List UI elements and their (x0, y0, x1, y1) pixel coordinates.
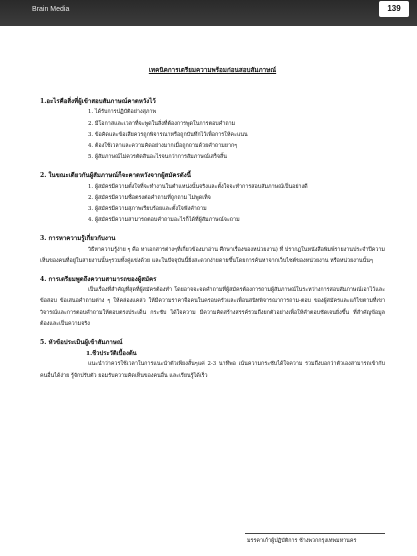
brand-label: Brain Media (32, 6, 70, 13)
paragraph: เป็นเรื่องที่สำคัญที่สุดที่ผู้สมัครต้องทำ โดยอาจจะจดคำถามที่ผู้สมัครต้องการถามผู้สัมภาษณ์ในระหว่างการสอบสัมภาษณ์เอาไว้และข้อสอบ ข้อเสนอคำถามต่าง ๆ ให้คล่องแคล่ว ให้มีความราคาจือคนในครอบครัวและเพื่อนสนิทพิจารณาการถาม-ตอบ ของผู้สมัครและแก้ไขตามที่เขาวิจารณ์และการตอบคำถามให้ตอบตรงประเด็น กระชับ ได้ใจความ มีความคิดสร้างสรรค์รวมถึงยกตัวอย่างเพื่อให้คำตอบชัดเจนยิ่งขึ้น ที่สำคัญข้อมูลต้องและเป็นความจริง (40, 287, 385, 327)
page-footer: มรรคาเก้าผู้ปฏิบัติการ ช้างพวกกรุงเทพมหานคร (247, 538, 357, 544)
list-item: 2. มีโอกาสและเวลาที่จะพูดในสิ่งที่ต้องการพูดในการตอบคำถาม (88, 120, 236, 127)
section-3 (40, 233, 385, 267)
list-item: 5. ผู้สัมภาษณ์ไม่ควรตัดสินอะไรจนกว่าการสัมภาษณ์เสร็จสิ้น (88, 154, 227, 161)
header-bar (0, 0, 417, 26)
list-item: 2. ผู้สมัครมีความซื่อตรงต่อคำถามที่ถูกถาม ไม่พูดเท็จ (88, 194, 211, 201)
section-heading: 2. ในขณะเดียวกันผู้สัมภาษณ์ก็จะคาดหวังจากผู้สมัครดังนี้ (40, 172, 191, 180)
subheading: 1.ชีวประวัติเบื้องต้น (86, 350, 137, 358)
section-heading: 3. การหาความรู้เกี่ยวกับงาน (40, 235, 116, 243)
list-item: 3. ผู้สมัครมีความสุภาพเรียบร้อยและตั้งใจฟังคำถาม (88, 206, 207, 213)
paragraph: แนะนำว่าควรใช้เวลาในการแนะนำตัวเพียงสั้นๆแค่ 2-3 นาทีพอ เน้นความกระชับได้ใจความ รวมถึงบอกว่าตัวเองสามารถเข้ากับคนอื่นได้ง่าย รู้จักปรับตัว ยอมรับความคิดเห็นของคนอื่น และเรียนรู้ได้เร็ว (40, 361, 385, 379)
list-item: 4. ผู้สมัครมีความสามารถตอบคำถามอะไรก็ได้ที่ผู้สัมภาษณ์จะถาม (88, 217, 240, 224)
section-heading: 1.อะไรคือสิ่งที่ผู้เข้าสอบสัมภาษณ์คาดหวังไว้ (40, 98, 156, 106)
section-2 (40, 170, 385, 226)
page-number-badge: 139 (379, 1, 409, 17)
section-heading: 5. หัวข้อประเมินผู้เข้าสัมภาษณ์ (40, 339, 123, 347)
list-item: 1. ผู้สมัครมีความตั้งใจที่จะทำงานในตำแหน่งนั้นจริงและตั้งใจจะทำการสอบสัมภาษณ์เป็นอย่างดี (88, 183, 308, 190)
footer-divider (245, 533, 385, 534)
list-item: 1. ได้รับการปฏิบัติอย่างสุภาพ (88, 109, 157, 116)
section-heading: 4. การเตรียมพูดถึงความสามารถของผู้สมัคร (40, 276, 157, 284)
document-body (40, 40, 385, 382)
list-item: 3. ข้อคิดและข้อเสียควรถูกพิจารณาหรือถูกบันทึกไว้เพื่อการให้คะแนน (88, 131, 248, 138)
section-1 (40, 96, 385, 163)
section-4 (40, 274, 385, 330)
paragraph: วิธีหาความรู้ง่าย ๆ คือ หาเอกสารต่างๆที่เกี่ยวข้องมาอ่าน ศึกษาเรื่องของหน่วยงาน) ที่ ปรากฏในหนังสือพิมพ์รายงานประจำปีความเห็นของคนที่อยู่ในสายงานนั้นๆรวมทั้งคู่แข่งด้วย และในปัจจุบันนี้ยิ่งสะดวกง่ายดายขึ้นโดยการค้นหาจากเว็บไซต์ของหน่วยงาน หรือหน่วยงานนั้นๆ (40, 246, 385, 264)
list-item: 4. ต้องใช้เวลาและความคิดอย่างมากเมื่อถูกถามด้วยคำถามยากๆ (88, 143, 238, 150)
page-title: เทคนิคการเตรียมความพร้อมก่อนสอบสัมภาษณ์ (148, 67, 277, 74)
section-5 (40, 337, 385, 382)
